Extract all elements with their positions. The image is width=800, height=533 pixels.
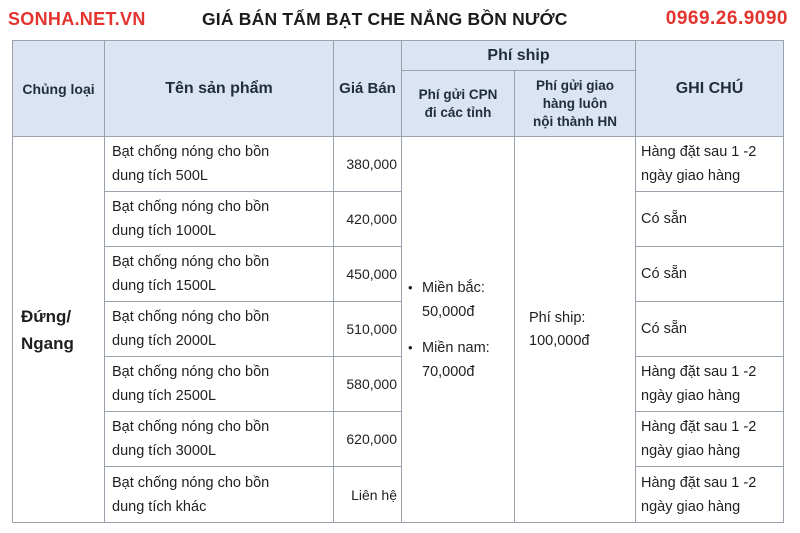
note-line: Có sẵn <box>641 211 687 227</box>
note-cell <box>636 467 784 523</box>
ship-local-cell <box>515 137 636 523</box>
header-type: Chủng loại <box>13 41 105 137</box>
product-name-line: Bạt chống nóng cho bồn <box>112 309 270 325</box>
price-cell: 450,000 <box>334 247 402 302</box>
product-name-line: Bạt chống nóng cho bồn <box>112 419 270 435</box>
note-cell <box>636 357 784 412</box>
note-line: ngày giao hàng <box>641 443 741 459</box>
note-cell <box>636 137 784 192</box>
product-name-cell <box>105 357 334 412</box>
note-line: Có sẵn <box>641 266 687 282</box>
header-note: GHI CHÚ <box>636 41 784 137</box>
ship-cpn-cell <box>402 137 515 523</box>
note-line: ngày giao hàng <box>641 388 741 404</box>
page-title: GIÁ BÁN TẤM BẠT CHE NẮNG BỒN NƯỚC <box>202 9 568 29</box>
ship-cpn-list <box>406 276 514 384</box>
table-row <box>13 247 784 302</box>
product-name-cell <box>105 137 334 192</box>
note-line: Hàng đặt sau 1 -2 <box>641 474 757 491</box>
header-ship-cpn-line: Phí gửi CPN <box>418 86 498 102</box>
product-type-line: Ngang <box>21 333 74 353</box>
ship-north-label: Miền bắc: <box>422 279 485 296</box>
header-price: Giá Bán <box>334 41 402 137</box>
note-cell <box>636 247 784 302</box>
price-cell: 620,000 <box>334 412 402 467</box>
table-row <box>13 357 784 412</box>
price-cell: 420,000 <box>334 192 402 247</box>
table-row <box>13 137 784 192</box>
ship-south-value: 70,000đ <box>422 363 475 380</box>
header-ship-local-line: hàng luôn <box>542 95 608 111</box>
price-cell: 580,000 <box>334 357 402 412</box>
note-cell <box>636 192 784 247</box>
note-line: Hàng đặt sau 1 -2 <box>641 419 757 435</box>
product-name-line: dung tích khác <box>112 498 207 515</box>
bullet-icon: • <box>408 279 413 295</box>
header-ship-cpn <box>402 71 515 137</box>
table-row <box>13 467 784 523</box>
price-table <box>12 40 784 523</box>
table-row <box>13 412 784 467</box>
product-name-line: dung tích 2000L <box>112 333 217 349</box>
ship-local-label: Phí ship: <box>529 309 586 326</box>
product-name-line: dung tích 2500L <box>112 388 217 404</box>
note-cell <box>636 412 784 467</box>
table-row <box>13 302 784 357</box>
table-row <box>13 192 784 247</box>
price-cell: Liên hệ <box>334 467 402 523</box>
product-name-line: Bạt chống nóng cho bồn <box>112 199 270 215</box>
ship-south-label: Miền nam: <box>422 339 490 356</box>
product-name-line: Bạt chống nóng cho bồn <box>112 144 270 160</box>
header-product-name: Tên sản phẩm <box>105 41 334 137</box>
header-ship-local-line: nội thành HN <box>533 113 617 129</box>
note-line: Hàng đặt sau 1 -2 <box>641 144 757 160</box>
brand-name[interactable]: SONHA.NET.VN <box>8 9 146 29</box>
product-type-line: Đứng/ <box>21 306 72 326</box>
note-cell <box>636 302 784 357</box>
product-name-line: dung tích 500L <box>112 168 208 184</box>
product-name-line: Bạt chống nóng cho bồn <box>112 254 270 270</box>
product-name-cell <box>105 412 334 467</box>
product-name-line: dung tích 1500L <box>112 278 217 294</box>
header-ship-local <box>515 71 636 137</box>
price-cell: 510,000 <box>334 302 402 357</box>
product-name-cell <box>105 467 334 523</box>
bullet-icon: • <box>408 339 413 355</box>
phone-number[interactable]: 0969.26.9090 <box>665 8 788 29</box>
product-name-line: Bạt chống nóng cho bồn <box>112 474 270 491</box>
header-ship-local-line: Phí gửi giao <box>535 77 615 93</box>
ship-north-value: 50,000đ <box>422 303 475 320</box>
product-name-line: dung tích 3000L <box>112 443 217 459</box>
product-name-line: Bạt chống nóng cho bồn <box>112 364 270 380</box>
header-ship-cpn-line: đi các tỉnh <box>424 104 492 120</box>
ship-local-value: 100,000đ <box>529 332 590 349</box>
product-name-cell <box>105 192 334 247</box>
product-name-cell <box>105 247 334 302</box>
ship-north-item <box>408 276 514 324</box>
header-shipping: Phí ship <box>402 41 636 71</box>
price-cell: 380,000 <box>334 137 402 192</box>
product-type-cell <box>13 137 105 523</box>
note-line: ngày giao hàng <box>641 168 741 184</box>
header-bar <box>0 0 800 40</box>
product-name-cell <box>105 302 334 357</box>
note-line: Hàng đặt sau 1 -2 <box>641 364 757 380</box>
note-line: ngày giao hàng <box>641 498 741 515</box>
ship-south-item <box>408 336 514 384</box>
product-name-line: dung tích 1000L <box>112 223 217 239</box>
note-line: Có sẵn <box>641 321 687 337</box>
